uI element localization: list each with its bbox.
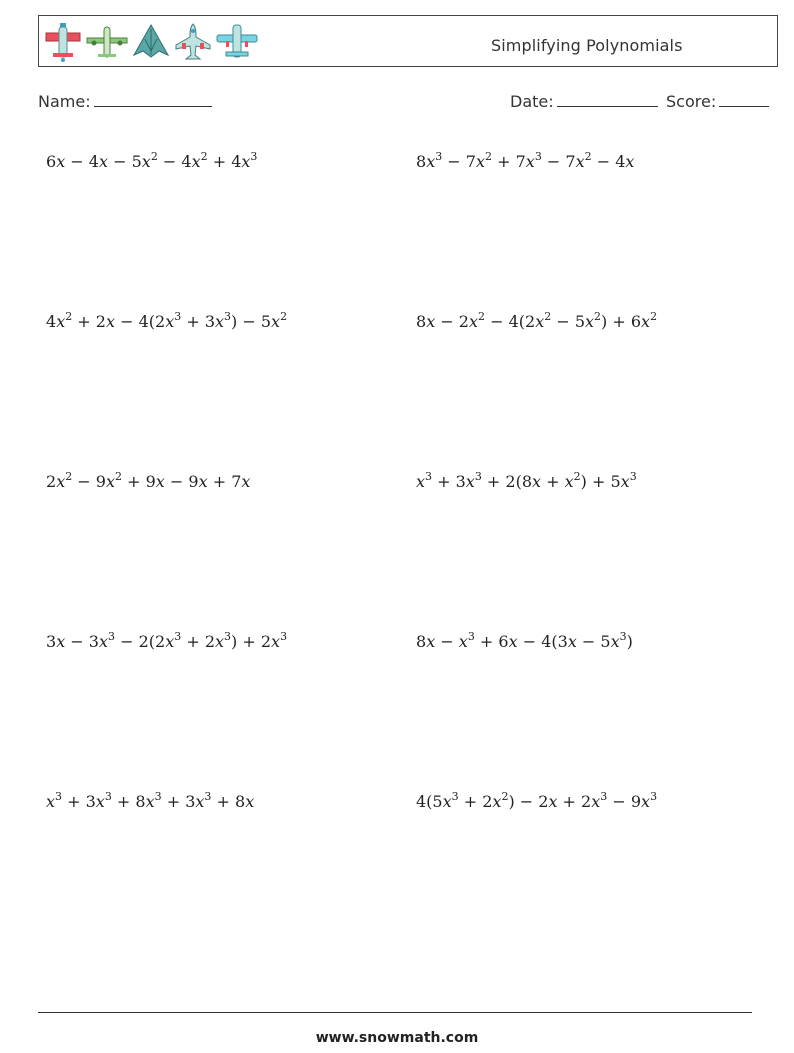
problem-3: $4x^2 + 2x - 4(2x^3 + 3x^3) - 5x^2$ (46, 309, 288, 331)
stealth-jet-icon (131, 21, 171, 63)
score-label: Score: (666, 92, 717, 111)
jet-icon (173, 21, 213, 63)
cyan-airplane-icon (215, 21, 259, 63)
problem-7: $3x - 3x^3 - 2(2x^3 + 2x^3) + 2x^3$ (46, 629, 288, 651)
date-label: Date: (510, 92, 554, 111)
green-airplane-icon (85, 21, 129, 63)
problem-5: $2x^2 - 9x^2 + 9x - 9x + 7x$ (46, 469, 251, 491)
problem-10: $4(5x^3 + 2x^2) - 2x + 2x^3 - 9x^3$ (416, 789, 658, 811)
date-field (510, 92, 658, 111)
footer-url: www.snowmath.com (315, 1030, 479, 1046)
score-blank[interactable] (719, 92, 769, 107)
date-blank[interactable] (557, 92, 658, 107)
score-field (666, 92, 769, 111)
name-field (38, 92, 212, 111)
header-icons (43, 21, 259, 63)
footer-divider (38, 1012, 752, 1013)
problem-9: $x^3 + 3x^3 + 8x^3 + 3x^3 + 8x$ (46, 789, 255, 811)
name-label: Name: (38, 92, 91, 111)
problem-6: $x^3 + 3x^3 + 2(8x + x^2) + 5x^3$ (416, 469, 637, 491)
problem-4: $8x - 2x^2 - 4(2x^2 - 5x^2) + 6x^2$ (416, 309, 658, 331)
name-blank[interactable] (94, 92, 212, 107)
page-title: Simplifying Polynomials (491, 36, 683, 55)
problem-2: $8x^3 - 7x^2 + 7x^3 - 7x^2 - 4x$ (416, 149, 635, 171)
problem-1: $6x - 4x - 5x^2 - 4x^2 + 4x^3$ (46, 149, 258, 171)
worksheet-header (38, 15, 778, 67)
problem-8: $8x - x^3 + 6x - 4(3x - 5x^3)$ (416, 629, 633, 651)
red-airplane-icon (43, 21, 83, 63)
